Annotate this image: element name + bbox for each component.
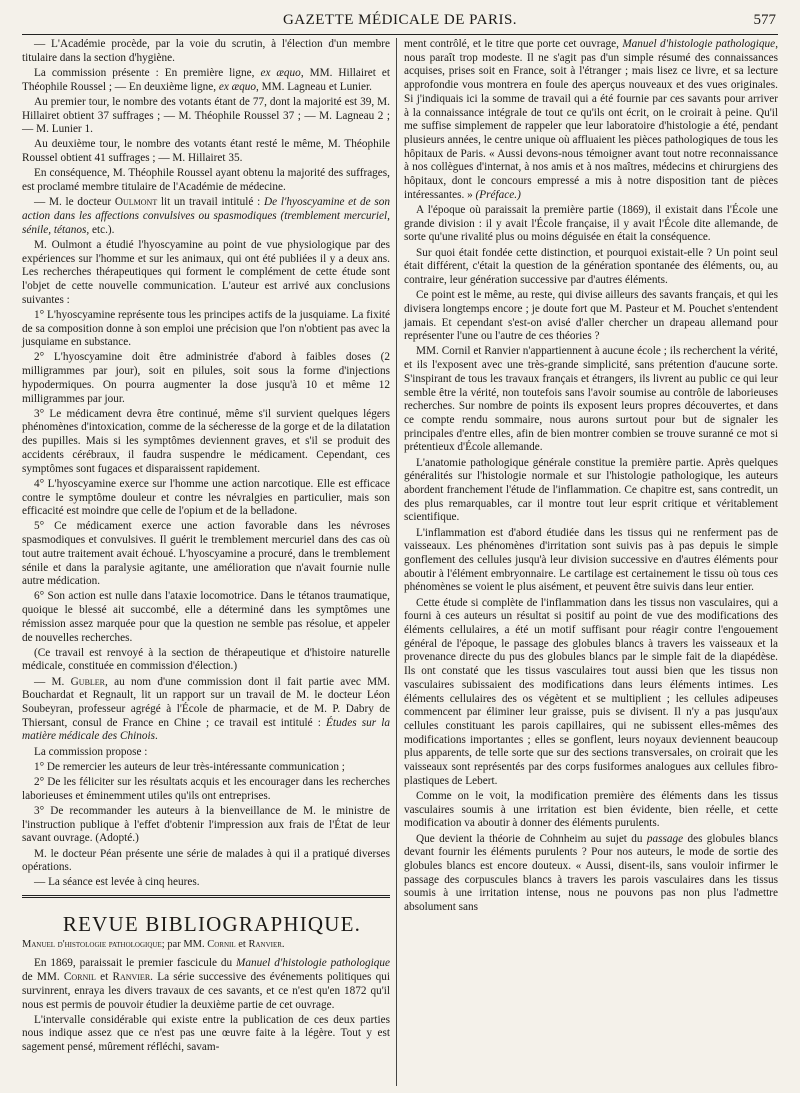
page-number: 577 [753,12,776,28]
paragraph: En conséquence, M. Théophile Roussel ayant obtenu la majorité des suffrages, est proclamé membre titulaire de l'Académie de médecine. [22,167,390,194]
paragraph: Cette étude si complète de l'inflammation dans les tissus non vasculaires, qui a fourni à ces auteurs un résultat si positif au point de vue des modifications des éléments cellulaires, a été un motif suffisant pour réagir contre l'engouement général de l'époque, le passage des globules blancs à travers les vaisseaux et la provenance directe du pus des globules blancs par le simple fait de la diapédèse. Ils ont constaté que les tissus vasculaires tout aussi bien que les tissus non vasculaires subissaient des modifications dans leurs éléments intimes. Les éléments cellulaires des os végètent et se multiplient ; les cellules adipeuses commencent par éliminer leur graisse, puis se divisent. Il n'y a pas jusqu'aux cellules constituant les parois capillaires, qui ne subissent elles-mêmes des modifications importantes ; elles se gonflent, leurs noyaux deviennent beaucoup plus apparents, de telle sorte que sur des sections transversales, on croirait que les vaisseaux sont représentés par des corps fusiformes analogues aux cellules fibro-plastiques de Lebert. [404,596,778,787]
paragraph: La commission présente : En première ligne, ex æquo, MM. Hillairet et Théophile Roussel ; — En deuxième ligne, ex æquo, MM. Lagneau et Lunier. [22,66,390,93]
paragraph: 3° Le médicament devra être continué, même s'il survient quelques légers phénomènes d'intoxication, comme de la sécheresse de la gorge et de la dilatation des pupilles. Mais si les symptômes deviennent graves, et s'il se produit des accidents cérébraux, il faudra suspendre le médicament. Cependant, ces symptômes sont fugaces et disparaissent rapidement. [22,407,390,475]
running-title: GAZETTE MÉDICALE DE PARIS. [282,12,518,28]
paragraph: Comme on le voit, la modification première des éléments dans les tissus vasculaires soumis à une irritation est bien évidente, bien réelle, et cette modification va aboutir à donner des éléments purulents. [404,789,778,830]
paragraph: En 1869, paraissait le premier fascicule du Manuel d'histologie pathologique de MM. Cornil et Ranvier. La série successive des événements politiques qui survinrent, enraya les divers travaux de ces savants, et ce n'est qu'en 1872 qu'il nous est permis de pouvoir étudier la deuxième partie de cet ouvrage. [22,957,391,1011]
paragraph: 6° Son action est nulle dans l'ataxie locomotrice. Dans le tétanos traumatique, quoique le blessé ait succombé, elle a déterminé dans les symptômes une rémission assez marquée pour que la question ne semble pas résolue, et appeler de nouvelles recherches. [22,590,390,644]
paragraph: — M. le docteur Oulmont lit un travail intitulé : De l'hyoscyamine et de son action dans les affections convulsives ou spasmodiques (tremblement mercuriel, sénile, tétanos, etc.). [22,196,391,236]
paragraph: (Ce travail est renvoyé à la section de thérapeutique et d'histoire naturelle médicale, constituée en commission d'élection.) [22,646,390,673]
paragraph: ment contrôlé, et le titre que porte cet ouvrage, Manuel d'histologie pathologique, nous paraît trop modeste. Il ne s'agit pas d'un simple résumé des connaissances acquises, prises soit en France, soit à l'étranger ; mais lisez ce livre, et sa lecture approfondie vous montrera en foule des aperçus nouveaux et des vues originales. Si j'indiquais ici la somme de travail qui a été fournie par ces savants pour arriver à la connaissance intégrale de tout ce qu'ils ont écrit, on le croirait à peine. Qu'il me suffise simplement de rappeler que leur laboratoire d'histologie a été, pendant plusieurs années, le centre unique où affluaient les pièces pathologiques de tous les hôpitaux de Paris. « Aussi devons-nous témoigner avant tout notre reconnaissance à nos collègues d'internat, à nos amis et à nos maîtres, médecins et chirurgiens des hôpitaux, dont le concours empressé a mis à notre disposition tant de pièces intéressantes. » (Préface.) [404,38,778,201]
paragraph: La commission propose : [34,745,148,758]
paragraph: 4° L'hyoscyamine exerce sur l'homme une action narcotique. Elle est efficace contre le symptôme douleur et contre les névralgies en particulier, mais son efficacité est moindre que celle de l'opium et de la belladone. [22,477,390,518]
paragraph: L'anatomie pathologique générale constitue la première partie. Après quelques généralités sur l'histologie normale et sur l'histologie pathologique, les auteurs abordent franchement l'étude de l'inflammation. Ce chapitre est, sans contredit, un des plus remarquables, car il montre tout leur esprit critique et véritablement scientifique. [404,456,778,524]
column-divider [396,38,397,1086]
paragraph: Au premier tour, le nombre des votants étant de 77, dont la majorité est 39, M. Hillairet obtient 37 suffrages ; — M. Théophile Roussel 37 ; — M. Lagneau 2 ; — M. Lunier 1. [22,95,390,136]
paragraph: A l'époque où paraissait la première partie (1869), il existait dans l'École une grande division : il y avait l'École française, il y avait l'École dite allemande, de sorte qu'une rivalité plus ou moins déguisée en était la conséquence. [404,203,778,244]
paragraph: Ce point est le même, au reste, qui divise ailleurs des savants français, et qui les divisera longtemps encore ; je doute fort que M. Pasteur et M. Pouchet s'entendent jamais. Et cependant s'est-on avisé d'aller chercher un drapeau allemand pour représenter l'une ou l'autre de ces théories ? [404,289,778,343]
paragraph: 2° De les féliciter sur les résultats acquis et les encourager dans les recherches laborieuses et éminemment utiles qu'ils ont entreprises. [22,776,390,802]
paragraph: 1° De remercier les auteurs de leur très-intéressante communication ; [34,760,345,773]
paragraph: MM. Cornil et Ranvier n'appartiennent à aucune école ; ils recherchent la vérité, et ils l'exposent avec une très-grande simplicité, sans prétention d'aucune sorte. S'inspirant de tous les travaux français et étrangers, ils livrent au public ce qui leur semble être la vérité, non toutefois sans l'avoir soumise au contrôle de laborieuses recherches. Sur nombre de points ils exposent leurs propres découvertes, et dans ce compte rendu sommaire, nous aurons surtout pour but de signaler les principales d'entre elles, afin de bien montrer combien se trouve suranné ce mot si prétentieux d'École allemande. [404,345,778,454]
paragraph: L'inflammation est d'abord étudiée dans les tissus qui ne renferment pas de vaisseaux. Les phénomènes d'irritation sont suivis pas à pas depuis le simple gonflement des cellules jusqu'à leur division successive en d'autres éléments pour aboutir à l'élément embryonnaire. Le cartilage est certainement le tissu où tous ces phénomènes se voient le plus aisément, et peuvent être suivis dans leur entier. [404,526,778,594]
paragraph: M. le docteur Péan présente une série de malades à qui il a pratiqué diverses opérations. [22,847,390,874]
section-separator [22,895,390,898]
paragraph: M. Oulmont a étudié l'hyoscyamine au point de vue physiologique par des expériences sur l'homme et sur les animaux, qui ont été publiées il y a deux ans. Les recherches thérapeutiques qui forment le complément de cette étude sont l'objet de cette nouvelle communication. L'auteur est arrivé aux conclusions suivantes : [22,238,390,306]
paragraph: Au deuxième tour, le nombre des votants étant resté le même, M. Théophile Roussel obtient 41 suffrages ; — M. Hillairet 35. [22,138,390,165]
paragraph: — L'Académie procède, par la voie du scrutin, à l'élection d'un membre titulaire dans la section d'hygiène. [22,38,390,64]
paragraph: 5° Ce médicament exerce une action favorable dans les névroses spasmodiques et convulsives. Il guérit le tremblement mercuriel dans des cas où tout autre traitement avait échoué. L'hyoscyamine a procuré, dans le tremblement sénile et dans la paralysie agitante, une amélioration que n'avait fournie nulle autre médication. [22,520,390,588]
paragraph: 3° De recommander les auteurs à la bienveillance de M. le ministre de l'instruction publique à l'effet d'obtenir l'impression aux frais de l'État de leur savant ouvrage. (Adopté.) [22,804,390,845]
paragraph: 1° L'hyoscyamine représente tous les principes actifs de la jusquiame. La fixité de sa composition donne à son emploi une précision que l'on n'obtient pas avec la jusquiame en substance. [22,308,390,349]
book-reference: Manuel d'histologie pathologique; par MM. Cornil et Ranvier. [22,938,285,950]
paragraph: Que devient la théorie de Cohnheim au sujet du passage des globules blancs devant fournir les éléments purulents ? Pour nos auteurs, le mode de sortie des globules blancs est encore douteux. « Aussi, disent-ils, sans vouloir infirmer le passage des corpuscules blancs à travers les parois vasculaires dans les tissus soumis à une irritation intense, nous ne pouvons pas non plus l'admettre absolument sans [404,832,778,914]
paragraph: — M. Gubler, au nom d'une commission dont il fait partie avec MM. Bouchardat et Regnault, lit un rapport sur un travail de M. le docteur Léon Soubeyran, professeur agrégé à l'École de pharmacie, et de M. P. Dabry de Thiersant, consul de France en Chine ; ce travail est intitulé : Études sur la matière médicale des Chinois. [22,675,390,743]
running-header [22,8,778,35]
left-column [22,38,390,1056]
paragraph: L'intervalle considérable qui existe entre la publication de ces deux parties nous indique assez que ce n'est pas une œuvre faite à la légère. Tout y est sagement pensé, mûrement réfléchi, savam- [22,1013,390,1054]
right-column [404,38,778,916]
paragraph: 2° L'hyoscyamine doit être administrée d'abord à faibles doses (2 milligrammes par jour), soit en pilules, soit sous la forme d'injections hypodermiques. On pourra augmenter la dose jusqu'à 10 et même 12 milligrammes par jour. [22,351,390,405]
paragraph: — La séance est levée à cinq heures. [34,876,200,889]
paragraph: Sur quoi était fondée cette distinction, et pourquoi existait-elle ? Un point seul était différent, c'était la question de la génération spontanée des éléments, ou, au contraire, leur génération successive par d'autres éléments. [404,246,778,286]
section-title: REVUE BIBLIOGRAPHIQUE. [62,912,362,937]
